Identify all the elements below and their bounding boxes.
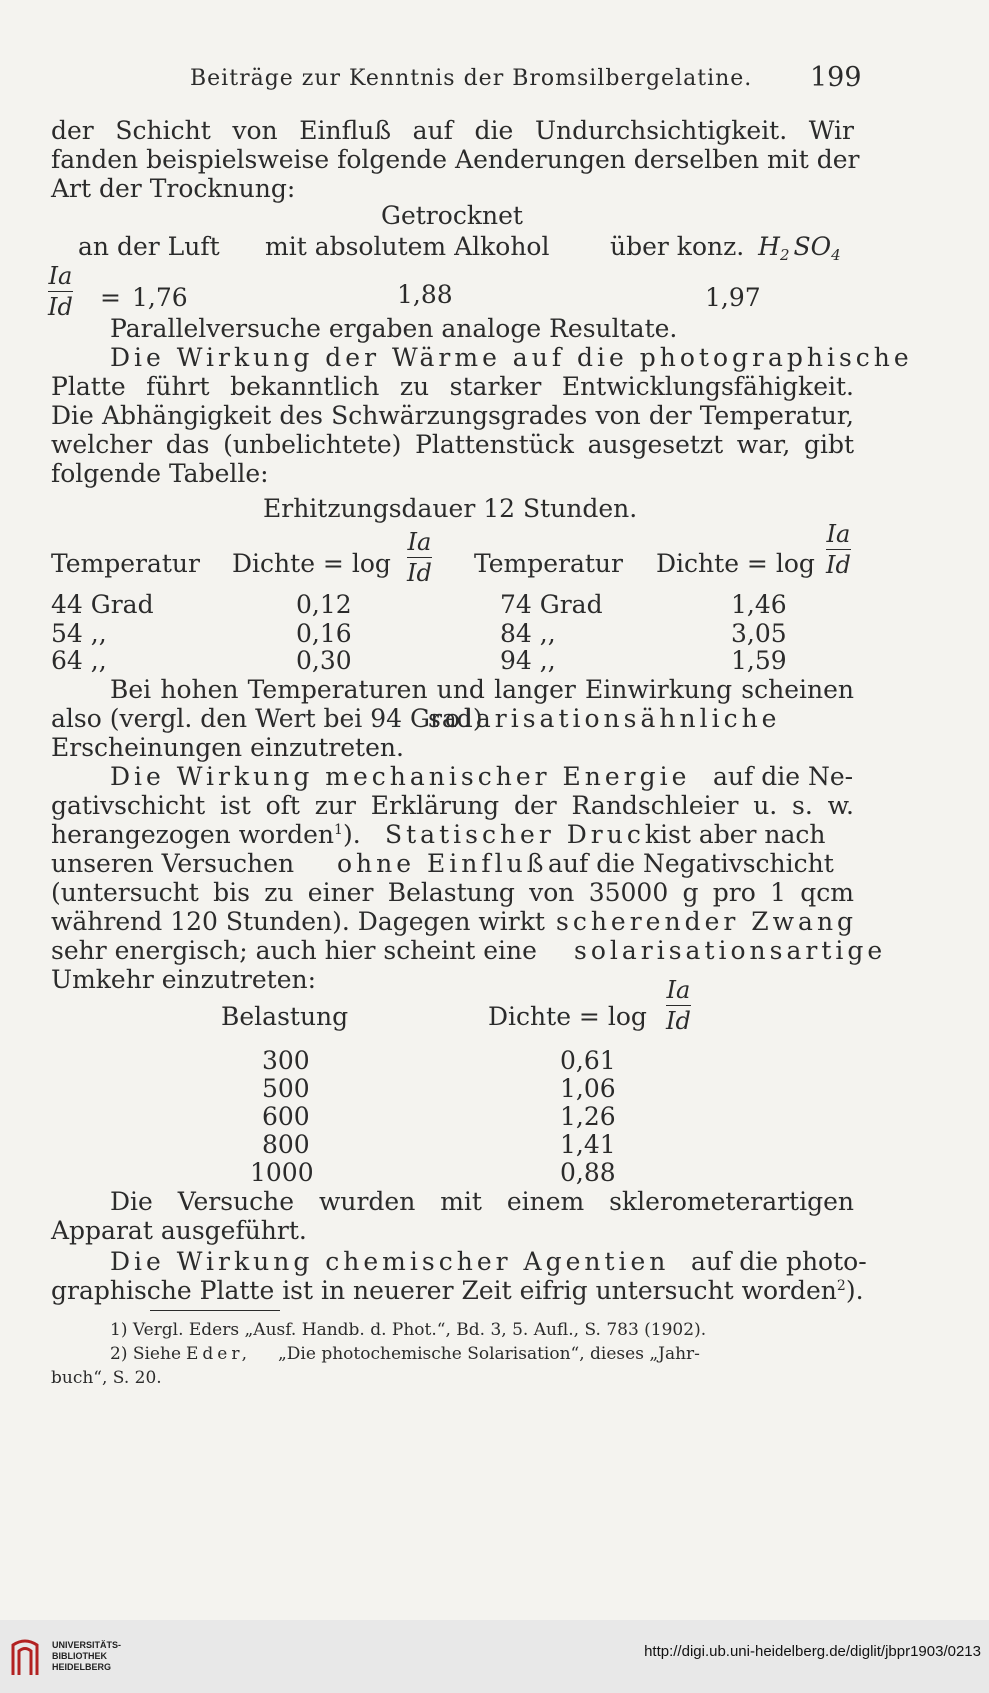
table-cell: 0,16 [296,619,352,648]
table-cell: 300 [262,1046,310,1075]
text-line: auf die Ne- [713,762,854,791]
drying-col-alcohol: mit absolutem Alkohol [265,232,550,261]
dichte-fraction-left: Ia Id [407,528,432,587]
text-spaced: Die Wirkung chemischer Agentien [110,1247,670,1276]
table-cell: 3,05 [731,619,787,648]
load-header: Belastung [221,1002,349,1031]
dichte-fraction-right: Ia Id [826,520,851,579]
drying-col-air: an der Luft [78,232,220,261]
library-name: UNIVERSITÄTS- BIBLIOTHEK HEIDELBERG [52,1640,122,1672]
table-cell: 1,59 [731,646,787,675]
table-cell: 500 [262,1074,310,1103]
text-line: sehr energisch; auch hier scheint eine [51,936,537,965]
dichte-header-left: Dichte = log [232,549,391,578]
text-line: Die Abhängigkeit des Schwärzungsgrades von der Temperatur, [51,401,854,430]
text-spaced: ohne Einfluß [337,849,548,878]
temp-header-right: Temperatur [474,549,623,578]
table-cell: 1,26 [560,1102,616,1131]
text-line: Bei hohen Temperaturen und langer Einwirkung scheinen [110,675,854,704]
text-line: auf die Negativschicht [548,849,834,878]
text-line: herangezogen worden$^1$). [51,820,361,849]
text-line: unseren Versuchen [51,849,295,878]
text-line: gativschicht ist oft zur Erklärung der Randschleier u. s. w. [51,791,854,820]
text-line: Platte führt bekanntlich zu starker Entwicklungsfähigkeit. [51,372,854,401]
text-spaced: Statischer Druck [385,820,664,849]
drying-heading: Getrocknet [381,201,523,230]
text-line: (untersucht bis zu einer Belastung von 35000 g pro 1 qcm [51,878,854,907]
text-line: fanden beispielsweise folgende Aenderungen derselben mit der [51,145,860,174]
dichte-fraction: Ia Id [666,976,691,1035]
source-url-link[interactable]: http://digi.ub.uni-heidelberg.de/diglit/jbpr1903/0213 [644,1643,981,1660]
text-line: während 120 Stunden). Dagegen wirkt [51,907,545,936]
text-line: welcher das (unbelichtete) Plattenstück ausgesetzt war, gibt [51,430,854,459]
text-line: der Schicht von Einfluß auf die Undurchsichtigkeit. Wir [51,116,854,145]
footnote-2-lead: 2) Siehe [110,1344,182,1364]
table-cell: 0,61 [560,1046,616,1075]
text-line: Umkehr einzutreten: [51,965,317,994]
text-spaced: solarisationsähnliche [428,704,781,733]
text-line: auf die photo- [691,1247,867,1276]
table-cell: 0,30 [296,646,352,675]
footnote-2-cont: buch“, S. 20. [51,1368,162,1388]
table-cell: 600 [262,1102,310,1131]
temp-table-caption: Erhitzungsdauer 12 Stunden. [263,494,638,523]
footnote-ref-1: 1 [334,822,343,838]
drying-col-acid: über konz. $H_2$ $SO_4$ [610,232,841,264]
footnote-2-text: „Die photochemische Solarisation“, dieses „Jahr- [278,1344,700,1364]
text-line: graphische Platte ist in neuerer Zeit eifrig untersucht worden$^2$). [51,1276,864,1305]
footnote-2-author: Eder, [186,1344,252,1364]
footnote-rule [150,1310,280,1311]
table-cell: 800 [262,1130,310,1159]
text-line: Erscheinungen einzutreten. [51,733,404,762]
ratio-fraction: Ia Id [48,262,73,321]
equals-sign: = [100,283,121,312]
table-cell: 1,46 [731,590,787,619]
text-spaced: Die Wirkung mechanischer Energie [110,762,691,791]
text-line: Apparat ausgeführt. [51,1216,307,1245]
page-number: 199 [810,62,862,93]
temp-header-left: Temperatur [51,549,200,578]
university-library-logo-icon [10,1635,40,1677]
text-line: folgende Tabelle: [51,459,269,488]
drying-value-air: 1,76 [132,283,188,312]
footnote-ref-2: 2 [836,1278,846,1294]
table-cell: 44 Grad [51,590,154,619]
text-line: Parallelversuche ergaben analoge Resultate. [110,314,678,343]
text-line: ist aber nach [660,820,826,849]
table-cell: 0,12 [296,590,352,619]
footnote-1: 1) Vergl. Eders „Ausf. Handb. d. Phot.“, Bd. 3, 5. Aufl., S. 783 (1902). [110,1320,707,1340]
formula-h: H [758,232,780,261]
text-line: Die Versuche wurden mit einem sklerometerartigen [110,1187,854,1216]
dichte-header: Dichte = log [488,1002,647,1031]
running-title: Beiträge zur Kenntnis der Bromsilbergelatine. [190,66,753,91]
text-line: Art der Trocknung: [51,174,296,203]
text-spaced: solarisationsartige [574,936,887,965]
drying-value-acid: 1,97 [705,283,761,312]
table-cell: 74 Grad [500,590,603,619]
dichte-header-right: Dichte = log [656,549,815,578]
table-cell: 64 ,, [51,646,107,675]
table-cell: 1,06 [560,1074,616,1103]
table-cell: 1,41 [560,1130,616,1159]
table-cell: 84 ,, [500,619,556,648]
table-cell: 94 ,, [500,646,556,675]
text-line: also (vergl. den Wert bei 94 Grad) [51,704,483,733]
drying-value-alcohol: 1,88 [397,280,453,309]
text-line-spaced: Die Wirkung der Wärme auf die photographische [110,343,913,372]
table-cell: 54 ,, [51,619,107,648]
text-spaced: scherender Zwang [556,907,858,936]
table-cell: 0,88 [560,1158,616,1187]
table-cell: 1000 [250,1158,314,1187]
